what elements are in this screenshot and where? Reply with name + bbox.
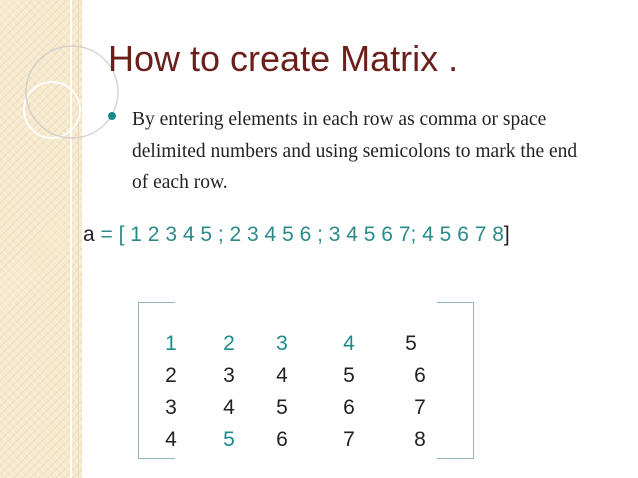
strip-divider-thin bbox=[78, 0, 79, 478]
matrix-cell: 5 bbox=[405, 332, 417, 355]
matrix-cell: 7 bbox=[414, 396, 426, 419]
matrix-cell: 3 bbox=[223, 364, 235, 387]
matrix-cell: 4 bbox=[343, 332, 355, 355]
matrix-right-bracket bbox=[437, 302, 474, 459]
matrix-cell: 6 bbox=[343, 396, 355, 419]
matrix-cell: 2 bbox=[165, 364, 177, 387]
matrix-cell: 3 bbox=[276, 332, 288, 355]
bullet-icon bbox=[108, 112, 116, 120]
matrix-cell: 5 bbox=[223, 428, 235, 451]
matrix-cell: 6 bbox=[276, 428, 288, 451]
matrix-cell: 4 bbox=[165, 428, 177, 451]
matrix-cell: 2 bbox=[223, 332, 235, 355]
matrix-cell: 5 bbox=[343, 364, 355, 387]
matrix-cell: 4 bbox=[223, 396, 235, 419]
matrix-cell: 1 bbox=[165, 332, 177, 355]
bullet-text: By entering elements in each row as comma or space delimited numbers and using semicolons to mark the end of each row. bbox=[132, 109, 578, 193]
matrix-cell: 6 bbox=[414, 364, 426, 387]
command-body: = [ 1 2 3 4 5 ; 2 3 4 5 6 ; 3 4 5 6 7; 4 5 6 7 8 bbox=[94, 223, 504, 246]
slide-title: How to create Matrix . bbox=[108, 38, 459, 79]
matrix-cell: 8 bbox=[414, 428, 426, 451]
matrix-cell: 4 bbox=[276, 364, 288, 387]
matrix-command bbox=[83, 223, 510, 247]
command-close-bracket: ] bbox=[503, 223, 510, 246]
command-variable: a bbox=[83, 223, 95, 246]
matrix-cell: 3 bbox=[165, 396, 177, 419]
matrix-cell: 5 bbox=[276, 396, 288, 419]
matrix-cell: 7 bbox=[343, 428, 355, 451]
strip-divider bbox=[70, 0, 72, 478]
